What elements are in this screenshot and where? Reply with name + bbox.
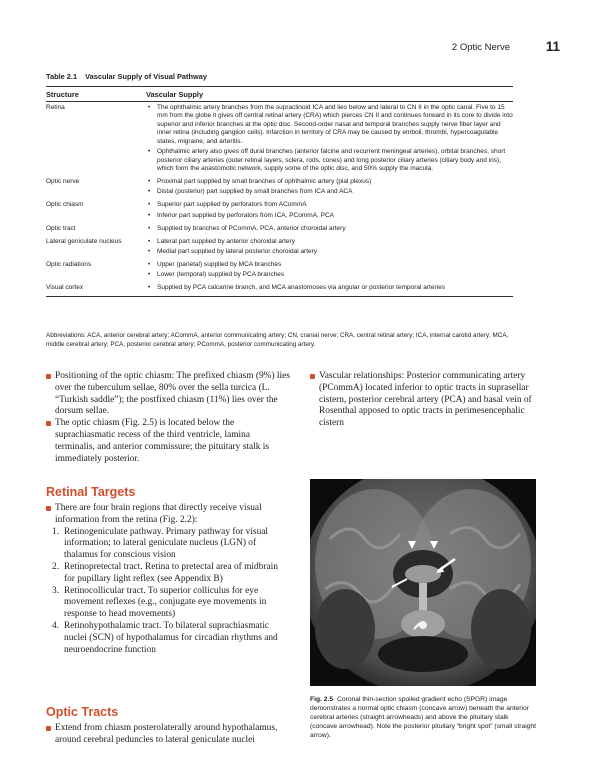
cell-supply-item: • Lateral part supplied by anterior choroidal artery	[146, 238, 513, 247]
cell-supply-item: • Inferior part supplied by perforators from ICA, PCommA, PCA	[146, 212, 513, 221]
body-bullet: There are four brain regions that directly receive visual information from the retina (Fig. 2.2):	[46, 503, 291, 527]
running-header	[400, 40, 560, 56]
figure-label: Fig. 2.5	[310, 696, 334, 703]
cell-supply-item: • Upper (parietal) supplied by MCA branches	[146, 261, 513, 270]
figure-caption	[310, 695, 536, 740]
numbered-item: 4. Retinohypothalamic tract. To bilateral suprachiasmatic nuclei (SCN) of hypothalamus for circadian rhythms and neuroendocrine function	[52, 620, 278, 655]
cell-structure: Lateral geniculate nucleus	[46, 237, 122, 245]
optic-tracts-body	[46, 723, 291, 747]
numbered-item: 2. Retinopretectal tract. Retina to pretectal area of midbrain for pupillary light reflex (see Appendix B)	[52, 561, 278, 584]
table-row	[46, 223, 513, 236]
numbered-item: 1. Retinogeniculate pathway. Primary pathway for visual information; to lateral geniculate nucleus (LGN) of thalamus for conscious vision	[52, 526, 269, 561]
cell-supply-item: • The ophthalmic artery branches from the supraclinoid ICA and lies below and lateral to CN II in the optic canal. Five to 15 mm from the globe it gives off central retinal artery (CRA) which pierces CN II and continues forward in its core to divide into superior and inferior branches at the optic disc. Second-order nasal and temporal branches supply nerve fiber layer and inner retina (including ganglion cells). Infarction in territory of CRA may be caused by emboli, thrombi, hypercoagulable states, migraine, and arteritis.	[146, 104, 513, 147]
cell-structure: Optic tract	[46, 224, 76, 232]
figure-caption-text: Coronal thin-section spoiled gradient echo (SPGR) image demonstrates a normal optic chiasm (concave arrow) beneath the anterior cerebral arteries (straight arrowheads) and above the pituitary stalk (concave arrowhead). Note the posterior pituitary “bright spot” (small straight arrow).	[310, 696, 536, 739]
column-header-structure: Structure	[46, 90, 79, 99]
section-title: 2 Optic Nerve	[451, 42, 510, 53]
table-caption	[46, 72, 207, 81]
cell-supply-item: • Ophthalmic artery also gives off dural branches (anterior falcine and recurrent meningeal arteries), orbital branches, short posterior ciliary arteries (outer retinal layers, sclera, rods, cones) and long posterior ciliary arteries (ciliary body and iris), which form the anastomotic network, supply some of the optic disc, and 50% supply the macula.	[146, 148, 513, 174]
cell-structure: Optic radiations	[46, 260, 92, 268]
cell-supply-item: • Medial part supplied by lateral posterior choroidal artery	[146, 248, 513, 257]
cell-supply-item: • Supplied by PCA calcarine branch, and MCA anastomoses via angular or posterior temporal arteries	[146, 284, 513, 293]
retinal-targets-body	[46, 503, 291, 656]
cell-supply-item: • Supplied by branches of PCommA, PCA, anterior choroidal artery	[146, 225, 513, 234]
table-number: Table 2.1	[46, 72, 78, 81]
table-row	[46, 200, 513, 223]
cell-supply-item: • Distal (posterior) part supplied by small branches from ICA and ACA	[146, 188, 513, 197]
table-row	[46, 177, 513, 200]
cell-structure: Optic chiasm	[46, 201, 84, 209]
section-heading-retinal-targets: Retinal Targets	[46, 485, 136, 499]
left-column-bullets	[46, 371, 291, 465]
cell-structure: Optic nerve	[46, 178, 80, 186]
table-row	[46, 259, 513, 282]
numbered-item: 3. Retinocollicular tract. To superior colliculus for eye movement reflexes (e.g., conjugate eye movements in response to head movements)	[52, 585, 267, 620]
table-header-row	[46, 87, 513, 102]
page-number: 11	[545, 39, 560, 54]
table-row	[46, 283, 513, 296]
table-abbreviations: Abbreviations: ACA, anterior cerebral artery; ACommA, anterior communicating artery; CN, cranial nerve; CRA, central retinal artery; ICA, internal carotid artery; MCA, middle cerebral artery; PCA, posterior cerebral artery; PCommA, posterior communicating artery.	[46, 332, 509, 348]
cell-supply-item: • Lower (temporal) supplied by PCA branches	[146, 271, 513, 280]
section-heading-optic-tracts: Optic Tracts	[46, 705, 119, 719]
right-column-bullets	[310, 371, 535, 430]
cell-supply-item: • Proximal part supplied by small branches of ophthalmic artery (pial plexus)	[146, 178, 513, 187]
mri-coronal-image	[310, 479, 536, 686]
body-bullet: The optic chiasm (Fig. 2.5) is located below the suprachiasmatic recess of the third ventricle, lamina terminalis, and anterior commissure; the pituitary stalk is immediately posterior.	[46, 418, 291, 465]
table-title: Vascular Supply of Visual Pathway	[85, 72, 207, 81]
body-bullet: Extend from chiasm posterolaterally around hypothalamus, around cerebral peduncles to lateral geniculate nuclei	[46, 723, 291, 747]
body-bullet: Positioning of the optic chiasm: The prefixed chiasm (9%) lies over the tuberculum sellae, 80% over the sella turcica (L. “Turkish saddle”); the postfixed chiasm (11%) lies over the dorsum sellae.	[46, 371, 291, 418]
table-row	[46, 236, 513, 259]
vascular-supply-table	[46, 86, 513, 297]
cell-supply-item: • Superior part supplied by perforators from ACommA	[146, 201, 513, 210]
cell-structure: Visual cortex	[46, 284, 84, 292]
mri-brain-illustration	[310, 479, 536, 686]
table-row	[46, 102, 513, 177]
body-bullet: Vascular relationships: Posterior communicating artery (PCommA) located inferior to optic tracts in suprasellar cistern, posterior cerebral artery (PCA) and basal vein of Rosenthal apposed to optic tracts in perimesencephalic cistern	[310, 371, 535, 430]
cell-structure: Retina	[46, 103, 65, 111]
column-header-vascular-supply: Vascular Supply	[146, 90, 204, 99]
